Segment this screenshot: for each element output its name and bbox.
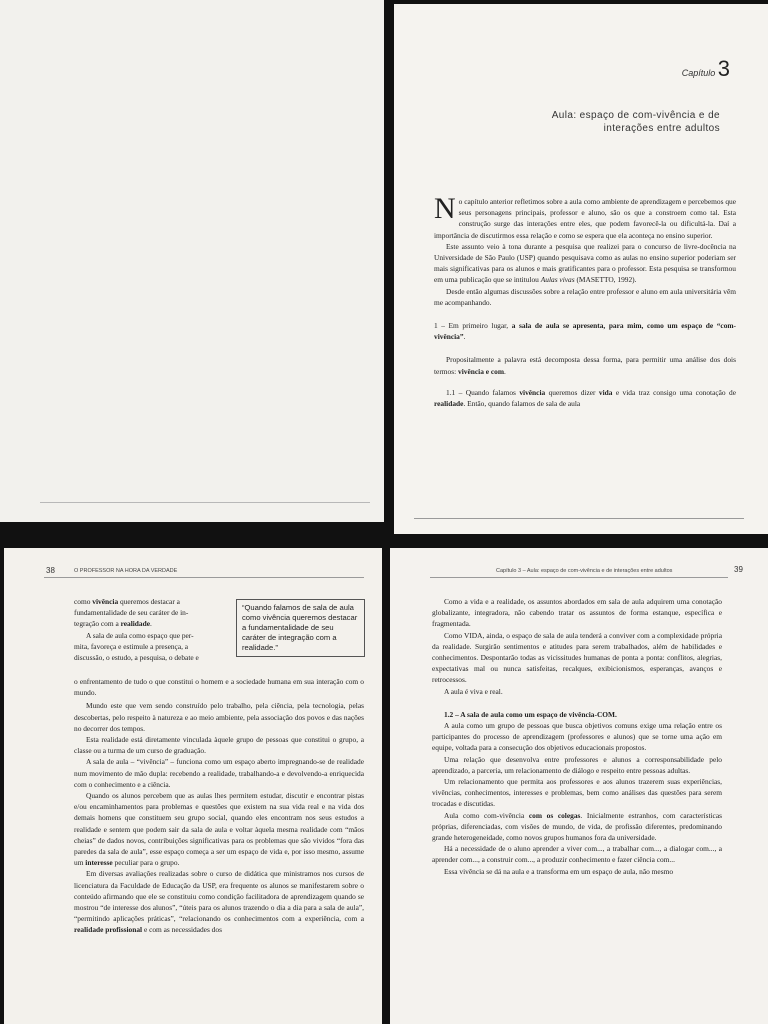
book-title: Aulas vivas [540, 275, 575, 285]
paragraph: Propositalmente a palavra está decomposta dessa forma, para permitir uma análise dos dois termos: vivência e com. [434, 355, 736, 376]
paragraph: Esta realidade está diretamente vinculada àquele grupo de pessoas que constitui o grupo, a classe ou a turma de um curso de graduação. [74, 735, 364, 756]
paragraph: Aula como com-vivência com os colegas. Inicialmente estranhos, com características próprias, diferenciadas, com visões de mundo, de vida, de profissão diferentes, predominando grande heterogeneidade, como novos grupos humanos fora da universidade. [432, 810, 722, 843]
body-column-narrow: como vivência queremos destacar a fundamentalidade de seu caráter de in- tegração com a realidade. A sala de aula como espaço que per- mita, favoreça e estimule a presença, a discussão, o estudo, a pesquisa, o debate e [74, 597, 199, 663]
chapter-title-line: interações entre adultos [603, 123, 720, 134]
paragraph: Há a necessidade de o aluno aprender a viver com..., a trabalhar com..., a dialogar com..., a aprender com..., a construir com..., a produzir conhecimento e fazer ciência com... [432, 844, 722, 865]
paragraph: Como VIDA, ainda, o espaço de sala de aula tenderá a conviver com a complexidade própria da realidade. Surgirão sentimentos e atitudes para serem trabalhados, além de habilidades e conhecimentos. Despontarão todas as vicissitudes humanas de ponta a ponta: conflitos, alegrias, expectativas mal ou nunca satisfeitas, recalques, exibicionismos, esperanças, avanços e retrocessos. [432, 630, 722, 685]
chapter-body [434, 192, 737, 409]
header-rule [44, 577, 364, 578]
paragraph: Como a vida e a realidade, os assuntos abordados em sala de aula adquirem uma conotação globalizante, integradora, não cabendo tratar os assuntos de forma estanque, específica e fragmentada. [432, 597, 722, 629]
running-head: Capítulo 3 – Aula: espaço de com-vivência e de interações entre adultos [496, 568, 673, 574]
drop-cap: N [434, 192, 456, 225]
paragraph: o enfrentamento de tudo o que constitui o homem e a sociedade humana em sua interação com o mundo. [74, 677, 364, 698]
paragraph: 1.1 – Quando falamos vivência queremos dizer vida e vida traz consigo uma conotação de realidade. Então, quando falamos de sala de aula [434, 387, 736, 409]
body-column [74, 676, 364, 936]
paragraph: A sala de aula – “vivência” – funciona como um espaço aberto impregnando-se de realidade num movimento de mão dupla: recebendo a realidade, trabalhando-a e devolvendo-a enriquecida com o conhecimento e a ciência. [74, 757, 364, 789]
chapter-label: Capítulo [681, 68, 716, 78]
running-head: O PROFESSOR NA HORA DA VERDADE [74, 568, 178, 574]
blank-page [0, 0, 384, 522]
paragraph: Este assunto veio à tona durante a pesquisa que realizei para o concurso de livre-docência na Universidade de São Paulo (USP) quando pesquisava como as aulas no ensino superior poderiam ser mais significativas para os alunos e mais gratificantes para o professor. Esta pesquisa se transformou em uma publicação que se intitulou Aulas vivas (MASETTO, 1992). [434, 241, 736, 285]
page-number: 39 [734, 565, 743, 574]
pull-quote: “Quando falamos de sala de aula como vivência queremos destacar a fundamentalidade de seu caráter de integração com a realidade.” [236, 599, 365, 657]
section-heading: 1.2 – A sala de aula como um espaço de vivência-COM. [444, 709, 617, 719]
paragraph: Quando os alunos percebem que as aulas lhes permitem estudar, discutir e encontrar pistas e/ou encaminhamentos para problemas e questões que existem na sua vida real e na vida dos demais homens que constituem seu grupo social, quando eles encontram nos seus estudos a realidade e sentem que podem sair da sala de aula e voltar àquela mesma realidade com “mãos cheias” de dados novos, contribuições significativas para os problemas que são vividos “fora das paredes da sala de aula”, esse espaço começa a ser um espaço de vida e, por isso mesmo, assume um interesse peculiar para o grupo. [74, 791, 364, 868]
chapter-number: 3 [717, 56, 730, 81]
paragraph: Essa vivência se dá na aula e a transforma em um espaço de aula, não mesmo [444, 866, 674, 876]
paragraph: Desde então algumas discussões sobre a relação entre professor e aluno em aula universitária vêm me acompanhando. [434, 286, 736, 307]
point-one: 1 – Em primeiro lugar, a sala de aula se apresenta, para mim, como um espaço de “com-vivência”. [434, 321, 737, 342]
page-edge-line [40, 502, 370, 503]
page-38 [4, 548, 382, 1024]
intro-paragraph: No capítulo anterior refletimos sobre a aula como ambiente de aprendizagem e percebemos que seus personagens principais, professor e aluno, são os que a constroem como tal. Esta construção surge das interações entre eles, que podem favorecê-la ou dificultá-la. Daí a importância de discutirmos essa relação e como se espera que ela aconteça no ensino superior. [434, 192, 736, 240]
paragraph: A aula como um grupo de pessoas que busca objetivos comuns exige uma relação entre os participantes do processo de aprendizagem (professores e alunos) que se torne uma ação em equipe, voltada para a consecução dos objetivos educacionais propostos. [432, 721, 722, 753]
paragraph: Uma relação que desenvolva entre professores e alunos a corresponsabilidade pelo aprendizado, a parceria, um relacionamento de diálogo e respeito entre pessoas adultas. [432, 754, 722, 775]
page-number: 38 [46, 566, 55, 575]
header-rule [430, 577, 728, 578]
paragraph: Mundo este que vem sendo construído pelo trabalho, pela ciência, pela tecnologia, pelas descobertas, pelo respeito à natureza e ao meio ambiente, pela associação dos povos e das nações no decorrer dos tempos. [74, 701, 364, 733]
chapter-heading [682, 56, 730, 82]
paragraph: Em diversas avaliações realizadas sobre o curso de didática que ministramos nos cursos de licenciatura da Faculdade de Educação da USP, era frequente os alunos se manifestarem sobre o conteúdo afirmando que ele se constituiu como condição facilitadora de aprendizagem quando se mostrou “de interesse dos alunos”, “úteis para os alunos trazendo o dia a dia para a sala de aula”, “permitindo aplicações práticas”, “relacionando os conhecimentos com a experiência, com a realidade profissional e com as necessidades dos [74, 869, 364, 935]
chapter-opening-page [394, 4, 768, 534]
page-39 [390, 548, 768, 1024]
body-column [432, 596, 722, 877]
page-edge-line [414, 518, 744, 519]
chapter-title-line: Aula: espaço de com-vivência e de [551, 110, 720, 121]
paragraph: A aula é viva e real. [444, 686, 503, 696]
paragraph: Um relacionamento que permita aos professores e aos alunos trazerem suas experiências, vivências, conhecimentos, interesses e problemas, bem como análises das questões para serem trocadas e discutidas. [432, 777, 722, 809]
chapter-title [440, 109, 720, 135]
